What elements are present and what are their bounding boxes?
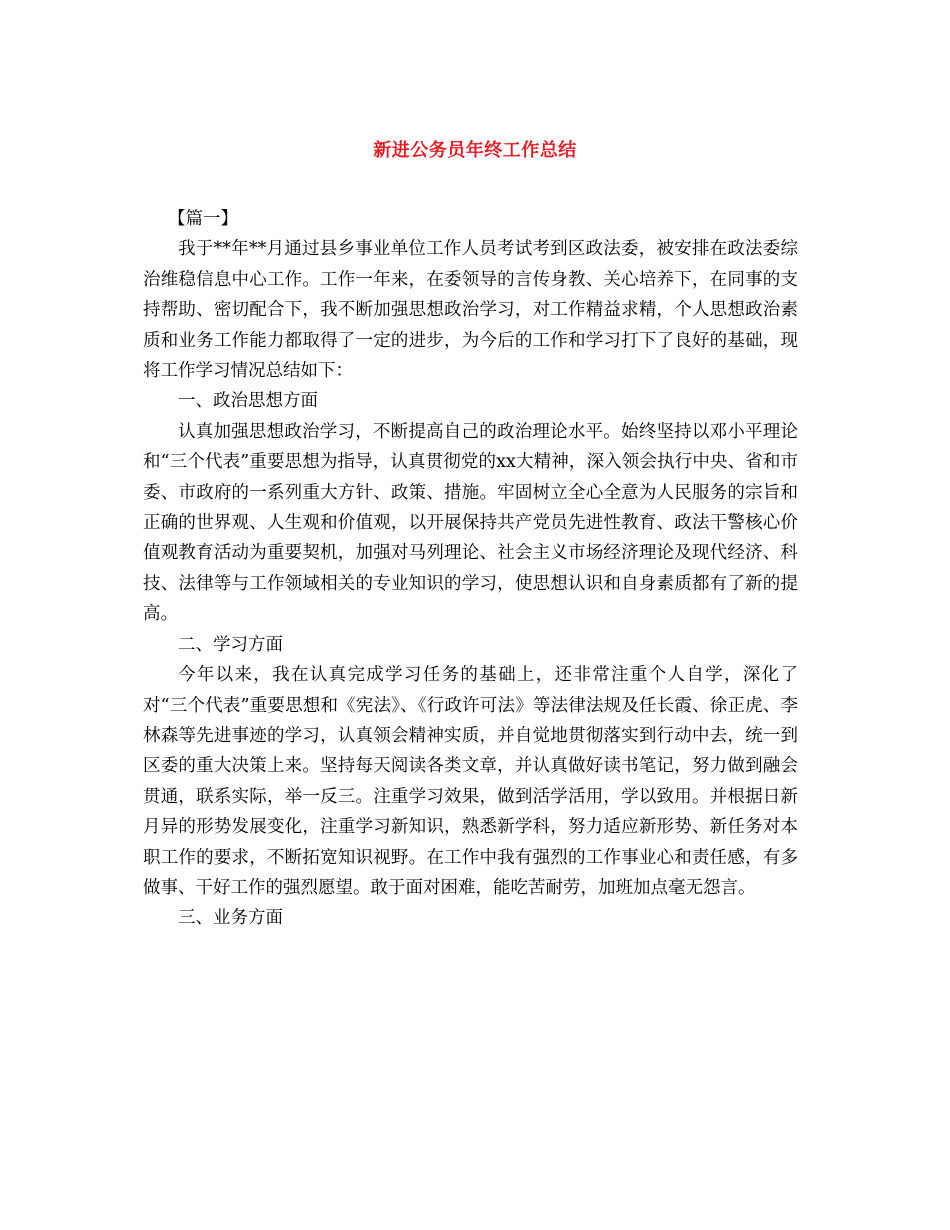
document-title: 新进公务员年终工作总结 [373, 140, 577, 161]
heading-study: 二、学习方面 [178, 634, 283, 655]
heading-business: 三、业务方面 [178, 908, 283, 929]
paragraph-intro: 我于**年**月通过县乡事业单位工作人员考试考到区政法委，被安排在政法委综治维稳信息中心工作。工作一年来，在委领导的言传身教、关心培养下，在同事的支持帮助、密切配合下，我不断加强思想政治学习，对工作精益求精，个人思想政治素质和业务工作能力都取得了一定的进步，为今后的工作和学习打下了良好的基础，现将工作学习情况总结如下： [143, 239, 798, 382]
paragraph-political: 认真加强思想政治学习，不断提高自己的政治理论水平。始终坚持以邓小平理论和“三个代表”重要思想为指导，认真贯彻党的xx大精神，深入领会执行中央、省和市委、市政府的一系列重大方针、政策、措施。牢固树立全心全意为人民服务的宗旨和正确的世界观、人生观和价值观，以开展保持共产党员先进性教育、政法干警核心价值观教育活动为重要契机，加强对马列理论、社会主义市场经济理论及现代经济、科技、法律等与工作领域相关的专业知识的学习，使思想认识和自身素质都有了新的提高。 [143, 421, 798, 625]
heading-political: 一、政治思想方面 [178, 391, 318, 412]
section-label: 【篇一】 [168, 209, 238, 229]
paragraph-study: 今年以来，我在认真完成学习任务的基础上，还非常注重个人自学，深化了对“三个代表”重要思想和《宪法》、《行政许可法》等法律法规及任长霞、徐正虎、李林森等先进事迹的学习，认真领会精神实质，并自觉地贯彻落实到行动中去，统一到区委的重大决策上来。坚持每天阅读各类文章，并认真做好读书笔记，努力做到融会贯通，联系实际，举一反三。注重学习效果，做到活学活用，学以致用。并根据日新月异的形势发展变化，注重学习新知识，熟悉新学科，努力适应新形势、新任务对本职工作的要求，不断拓宽知识视野。在工作中我有强烈的工作事业心和责任感，有多做事、干好工作的强烈愿望。敢于面对困难，能吃苦耐劳，加班加点毫无怨言。 [143, 665, 798, 898]
document-body [143, 204, 798, 934]
